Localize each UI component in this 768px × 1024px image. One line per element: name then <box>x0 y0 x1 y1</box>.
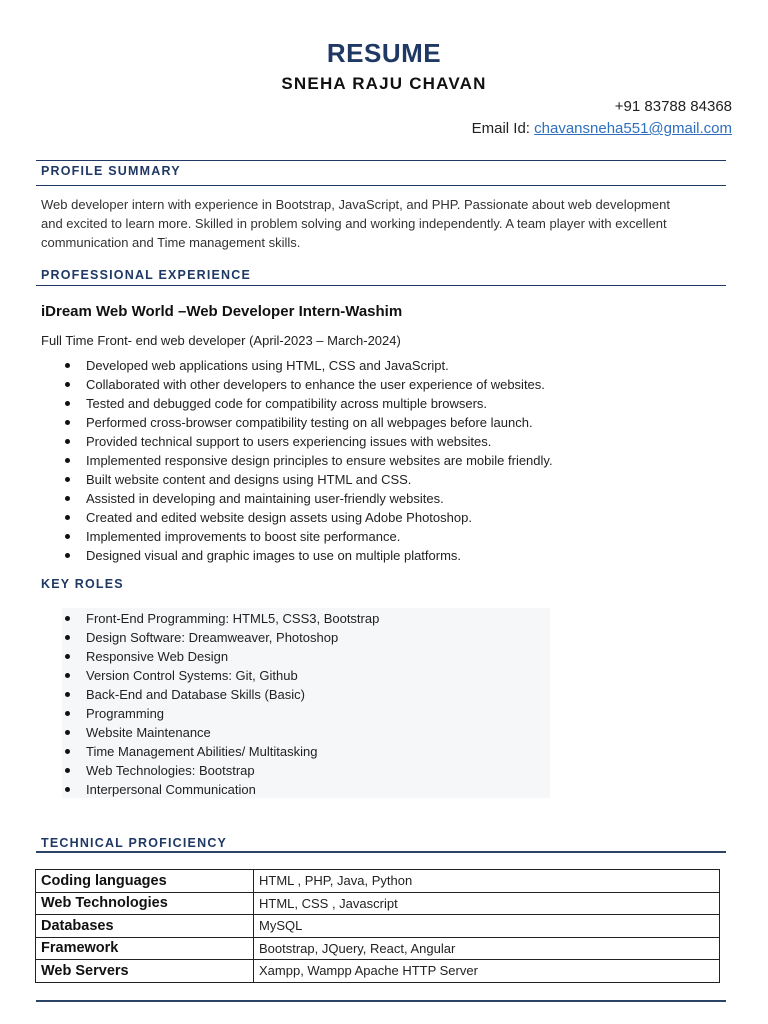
key-role-item: Version Control Systems: Git, Github <box>41 666 379 685</box>
technical-proficiency-table <box>35 869 720 983</box>
technical-rule <box>36 851 726 853</box>
profile-line: Web developer intern with experience in Bootstrap, JavaScript, and PHP. Passionate about web development <box>41 197 670 212</box>
job-subtitle: Full Time Front- end web developer (April-2023 – March-2024) <box>41 333 401 348</box>
experience-bullet: Built website content and designs using HTML and CSS. <box>41 470 553 489</box>
skill-values: HTML , PHP, Java, Python <box>254 870 720 893</box>
experience-bullet: Performed cross-browser compatibility testing on all webpages before launch. <box>41 413 553 432</box>
experience-bullet: Provided technical support to users experiencing issues with websites. <box>41 432 553 451</box>
experience-rule <box>36 285 726 286</box>
key-roles-list <box>41 609 379 799</box>
experience-bullet: Designed visual and graphic images to use on multiple platforms. <box>41 546 553 565</box>
candidate-name: SNEHA RAJU CHAVAN <box>281 74 487 93</box>
experience-bullet: Created and edited website design assets using Adobe Photoshop. <box>41 508 553 527</box>
footer-rule <box>36 1000 726 1002</box>
experience-bullet: Implemented improvements to boost site performance. <box>41 527 553 546</box>
key-role-item: Responsive Web Design <box>41 647 379 666</box>
resume-title: RESUME <box>326 38 442 68</box>
experience-bullet: Developed web applications using HTML, CSS and JavaScript. <box>41 356 553 375</box>
skill-category: Coding languages <box>36 870 254 893</box>
profile-summary-heading: PROFILE SUMMARY <box>41 164 181 178</box>
skill-values: Bootstrap, JQuery, React, Angular <box>254 937 720 960</box>
experience-bullet: Implemented responsive design principles to ensure websites are mobile friendly. <box>41 451 553 470</box>
experience-bullet: Assisted in developing and maintaining user-friendly websites. <box>41 489 553 508</box>
profile-line: communication and Time management skills. <box>41 235 301 250</box>
key-role-item: Web Technologies: Bootstrap <box>41 761 379 780</box>
table-row <box>36 915 720 938</box>
professional-experience-heading: PROFESSIONAL EXPERIENCE <box>41 268 252 282</box>
experience-bullet: Collaborated with other developers to enhance the user experience of websites. <box>41 375 553 394</box>
email-label: Email Id: <box>471 120 535 137</box>
key-role-item: Time Management Abilities/ Multitasking <box>41 742 379 761</box>
experience-bullet-list <box>41 356 553 565</box>
table-row <box>36 960 720 983</box>
table-row <box>36 937 720 960</box>
key-roles-heading: KEY ROLES <box>41 577 124 591</box>
table-row <box>36 870 720 893</box>
skill-values: MySQL <box>254 915 720 938</box>
email-link[interactable]: chavansneha551@gmail.com <box>534 120 732 137</box>
skill-category: Web Technologies <box>36 892 254 915</box>
profile-summary-text <box>41 195 731 252</box>
experience-bullet: Tested and debugged code for compatibility across multiple browsers. <box>41 394 553 413</box>
profile-line: and excited to learn more. Skilled in problem solving and working independently. A team player with excellent <box>41 216 667 231</box>
key-role-item: Back-End and Database Skills (Basic) <box>41 685 379 704</box>
key-role-item: Front-End Programming: HTML5, CSS3, Bootstrap <box>41 609 379 628</box>
skill-category: Databases <box>36 915 254 938</box>
email-line <box>472 120 732 137</box>
skill-values: HTML, CSS , Javascript <box>254 892 720 915</box>
key-role-item: Website Maintenance <box>41 723 379 742</box>
table-row <box>36 892 720 915</box>
profile-bottom-rule <box>36 185 726 186</box>
skill-category: Web Servers <box>36 960 254 983</box>
phone-number: +91 83788 84368 <box>614 98 732 115</box>
key-role-item: Design Software: Dreamweaver, Photoshop <box>41 628 379 647</box>
key-role-item: Interpersonal Communication <box>41 780 379 799</box>
skill-category: Framework <box>36 937 254 960</box>
technical-proficiency-heading: TECHNICAL PROFICIENCY <box>41 836 228 850</box>
job-title: iDream Web World –Web Developer Intern-Washim <box>41 303 403 320</box>
skill-values: Xampp, Wampp Apache HTTP Server <box>254 960 720 983</box>
key-role-item: Programming <box>41 704 379 723</box>
profile-top-rule <box>36 160 726 161</box>
